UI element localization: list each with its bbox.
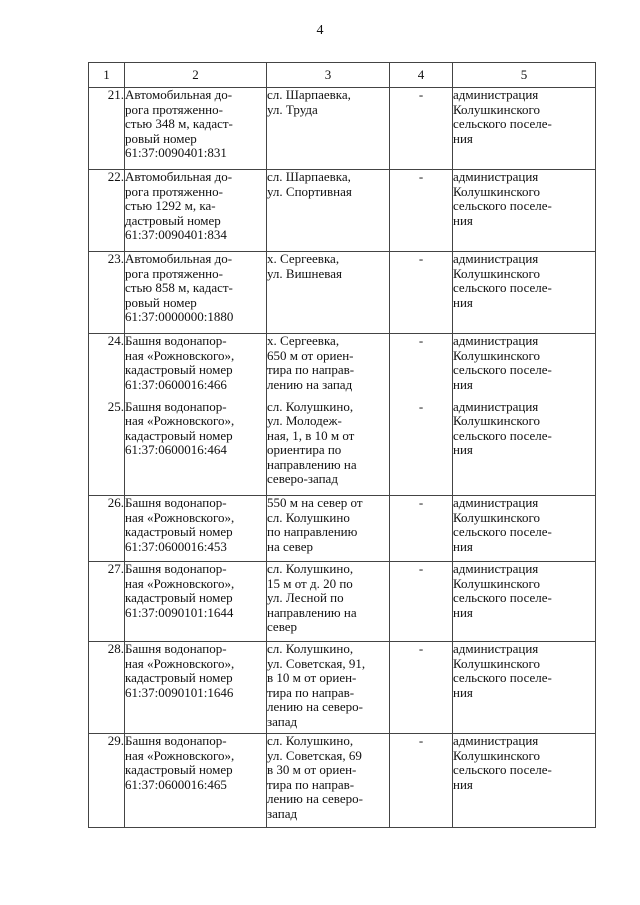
object-name-cell	[125, 562, 267, 642]
location-cell	[267, 734, 390, 828]
object-line: Башня водонапор-	[125, 561, 227, 576]
object-line: Башня водонапор-	[125, 641, 227, 656]
object-line: 61:37:0600016:465	[125, 776, 227, 792]
column-4-cell: -	[390, 252, 453, 334]
owner-line: администрация	[453, 333, 539, 348]
header-cell-3: 3	[267, 63, 390, 88]
table-body	[89, 88, 596, 828]
owner-line: администрация	[453, 641, 539, 656]
owner-line: сельского поселе-	[453, 524, 552, 540]
owner-line: сельского поселе-	[453, 198, 552, 214]
object-line: ная «Рожновского»,	[125, 655, 235, 671]
object-line: 61:37:0090401:834	[125, 227, 227, 243]
object-line: рога протяженно-	[125, 183, 223, 199]
owner-line: администрация	[453, 398, 539, 414]
location-line: сл. Колушкино,	[267, 641, 354, 656]
object-line: Башня водонапор-	[125, 398, 227, 414]
table-row	[89, 562, 596, 642]
owner-line: Колушкинского	[453, 575, 541, 591]
location-line: сл. Колушкино	[267, 509, 350, 525]
table-row	[89, 496, 596, 562]
location-cell	[267, 88, 390, 170]
table-row	[89, 734, 596, 828]
owner-line: ния	[453, 294, 473, 310]
owner-line: Колушкинского	[453, 347, 541, 363]
row-number-cell: 29.	[89, 734, 125, 828]
location-line: ул. Вишневая	[267, 265, 342, 281]
location-line: на север	[267, 538, 314, 554]
location-line: ул. Советская, 91,	[267, 655, 366, 671]
owner-line: Колушкинского	[453, 509, 541, 525]
location-line: сл. Шарпаевка,	[267, 87, 351, 102]
row-number-cell: 21.	[89, 88, 125, 170]
property-table	[88, 62, 596, 828]
object-line: ная «Рожновского»,	[125, 509, 235, 525]
owner-line: Колушкинского	[453, 101, 541, 117]
location-line: лению на запад	[267, 376, 353, 392]
owner-line: администрация	[453, 169, 539, 184]
object-line: 61:37:0600016:466	[125, 376, 227, 392]
object-name-cell	[125, 734, 267, 828]
table-row	[89, 252, 596, 334]
row-number-cell: 27.	[89, 562, 125, 642]
owner-line: сельского поселе-	[453, 427, 552, 443]
owner-cell	[453, 642, 596, 734]
header-cell-5: 5	[453, 63, 596, 88]
location-line: направлению на	[267, 456, 357, 472]
object-line: ная «Рожновского»,	[125, 413, 235, 429]
object-line: 61:37:0090101:1646	[125, 684, 234, 700]
location-line: тира по направ-	[267, 684, 355, 700]
table-row	[89, 334, 596, 400]
object-line: Автомобильная до-	[125, 251, 233, 266]
object-line: ровый номер	[125, 294, 197, 310]
object-line: кадастровый номер	[125, 762, 233, 778]
column-4-cell: -	[390, 734, 453, 828]
object-line: Автомобильная до-	[125, 87, 233, 102]
location-line: ул. Молодеж-	[267, 413, 342, 429]
owner-line: Колушкинского	[453, 265, 541, 281]
object-line: кадастровый номер	[125, 590, 233, 606]
location-cell	[267, 170, 390, 252]
header-cell-2: 2	[125, 63, 267, 88]
location-line: по направлению	[267, 524, 358, 540]
column-4-cell: -	[390, 642, 453, 734]
location-line: сл. Колушкино,	[267, 733, 354, 748]
owner-line: администрация	[453, 87, 539, 102]
row-number-cell: 22.	[89, 170, 125, 252]
location-line: 650 м от ориен-	[267, 347, 354, 363]
table-row	[89, 400, 596, 496]
location-cell	[267, 400, 390, 496]
object-line: кадастровый номер	[125, 427, 233, 443]
object-line: кадастровый номер	[125, 524, 233, 540]
object-line: 61:37:0600016:453	[125, 538, 227, 554]
owner-line: сельского поселе-	[453, 280, 552, 296]
object-line: Башня водонапор-	[125, 733, 227, 748]
object-line: ровый номер	[125, 130, 197, 146]
owner-cell	[453, 496, 596, 562]
object-name-cell	[125, 170, 267, 252]
table-row	[89, 88, 596, 170]
object-line: рога протяженно-	[125, 101, 223, 117]
owner-line: ния	[453, 776, 473, 792]
location-line: направлению на	[267, 604, 357, 620]
owner-line: ния	[453, 604, 473, 620]
object-line: ная «Рожновского»,	[125, 747, 235, 763]
object-line: кадастровый номер	[125, 362, 233, 378]
owner-line: сельского поселе-	[453, 670, 552, 686]
owner-cell	[453, 400, 596, 496]
page-number: 4	[316, 23, 324, 38]
object-name-cell	[125, 642, 267, 734]
row-number-cell: 25.	[89, 400, 125, 496]
object-line: ная «Рожновского»,	[125, 347, 235, 363]
location-line: ная, 1, в 10 м от	[267, 427, 355, 443]
header-cell-4: 4	[390, 63, 453, 88]
location-line: лению на северо-	[267, 699, 363, 715]
object-line: стью 858 м, кадаст-	[125, 280, 233, 296]
table-row	[89, 642, 596, 734]
owner-line: ния	[453, 538, 473, 554]
location-line: х. Сергеевка,	[267, 333, 340, 348]
owner-cell	[453, 734, 596, 828]
owner-line: сельского поселе-	[453, 590, 552, 606]
object-line: 61:37:0000000:1880	[125, 309, 234, 325]
object-line: ная «Рожновского»,	[125, 575, 235, 591]
object-name-cell	[125, 252, 267, 334]
owner-line: ния	[453, 376, 473, 392]
object-line: Башня водонапор-	[125, 333, 227, 348]
row-number-cell: 28.	[89, 642, 125, 734]
location-line: север	[267, 619, 298, 635]
object-name-cell	[125, 496, 267, 562]
location-line: ориентира по	[267, 442, 342, 458]
owner-line: Колушкинского	[453, 183, 541, 199]
location-line: тира по направ-	[267, 776, 355, 792]
object-name-cell	[125, 334, 267, 400]
owner-line: Колушкинского	[453, 655, 541, 671]
location-line: ул. Спортивная	[267, 183, 352, 199]
location-line: х. Сергеевка,	[267, 251, 340, 266]
owner-line: сельского поселе-	[453, 362, 552, 378]
object-name-cell	[125, 88, 267, 170]
location-line: сл. Шарпаевка,	[267, 169, 351, 184]
row-number-cell: 26.	[89, 496, 125, 562]
column-4-cell: -	[390, 170, 453, 252]
owner-line: сельского поселе-	[453, 762, 552, 778]
object-line: 61:37:0090401:831	[125, 145, 227, 161]
object-line: стью 1292 м, ка-	[125, 198, 216, 214]
owner-cell	[453, 88, 596, 170]
owner-cell	[453, 562, 596, 642]
location-line: запад	[267, 713, 298, 729]
location-line: ул. Труда	[267, 101, 318, 117]
header-row	[89, 63, 596, 88]
owner-line: ния	[453, 684, 473, 700]
column-4-cell: -	[390, 400, 453, 496]
object-name-cell	[125, 400, 267, 496]
owner-line: ния	[453, 130, 473, 146]
owner-line: администрация	[453, 733, 539, 748]
owner-line: ния	[453, 212, 473, 228]
column-4-cell: -	[390, 88, 453, 170]
object-line: рога протяженно-	[125, 265, 223, 281]
location-line: северо-запад	[267, 471, 338, 487]
header-cell-1: 1	[89, 63, 125, 88]
location-cell	[267, 334, 390, 400]
object-line: Автомобильная до-	[125, 169, 233, 184]
row-number-cell: 24.	[89, 334, 125, 400]
owner-cell	[453, 252, 596, 334]
object-line: дастровый номер	[125, 212, 221, 228]
owner-line: Колушкинского	[453, 747, 541, 763]
location-line: 15 м от д. 20 по	[267, 575, 353, 591]
location-line: лению на северо-	[267, 791, 363, 807]
owner-line: ния	[453, 442, 473, 458]
owner-cell	[453, 334, 596, 400]
location-cell	[267, 642, 390, 734]
location-line: в 10 м от ориен-	[267, 670, 357, 686]
location-cell	[267, 252, 390, 334]
location-cell	[267, 562, 390, 642]
owner-line: администрация	[453, 561, 539, 576]
location-line: запад	[267, 805, 298, 821]
location-line: сл. Колушкино,	[267, 561, 354, 576]
location-line: ул. Советская, 69	[267, 747, 362, 763]
location-line: ул. Лесной по	[267, 590, 344, 606]
table-row	[89, 170, 596, 252]
object-line: стью 348 м, кадаст-	[125, 116, 233, 132]
row-number-cell: 23.	[89, 252, 125, 334]
object-line: кадастровый номер	[125, 670, 233, 686]
location-line: сл. Колушкино,	[267, 398, 354, 414]
owner-line: администрация	[453, 495, 539, 510]
location-line: в 30 м от ориен-	[267, 762, 357, 778]
owner-line: Колушкинского	[453, 413, 541, 429]
location-cell	[267, 496, 390, 562]
object-line: 61:37:0600016:464	[125, 442, 227, 458]
location-line: тира по направ-	[267, 362, 355, 378]
column-4-cell: -	[390, 562, 453, 642]
object-line: 61:37:0090101:1644	[125, 604, 234, 620]
owner-cell	[453, 170, 596, 252]
owner-line: администрация	[453, 251, 539, 266]
location-line: 550 м на север от	[267, 495, 363, 510]
column-4-cell: -	[390, 334, 453, 400]
object-line: Башня водонапор-	[125, 495, 227, 510]
column-4-cell: -	[390, 496, 453, 562]
owner-line: сельского поселе-	[453, 116, 552, 132]
